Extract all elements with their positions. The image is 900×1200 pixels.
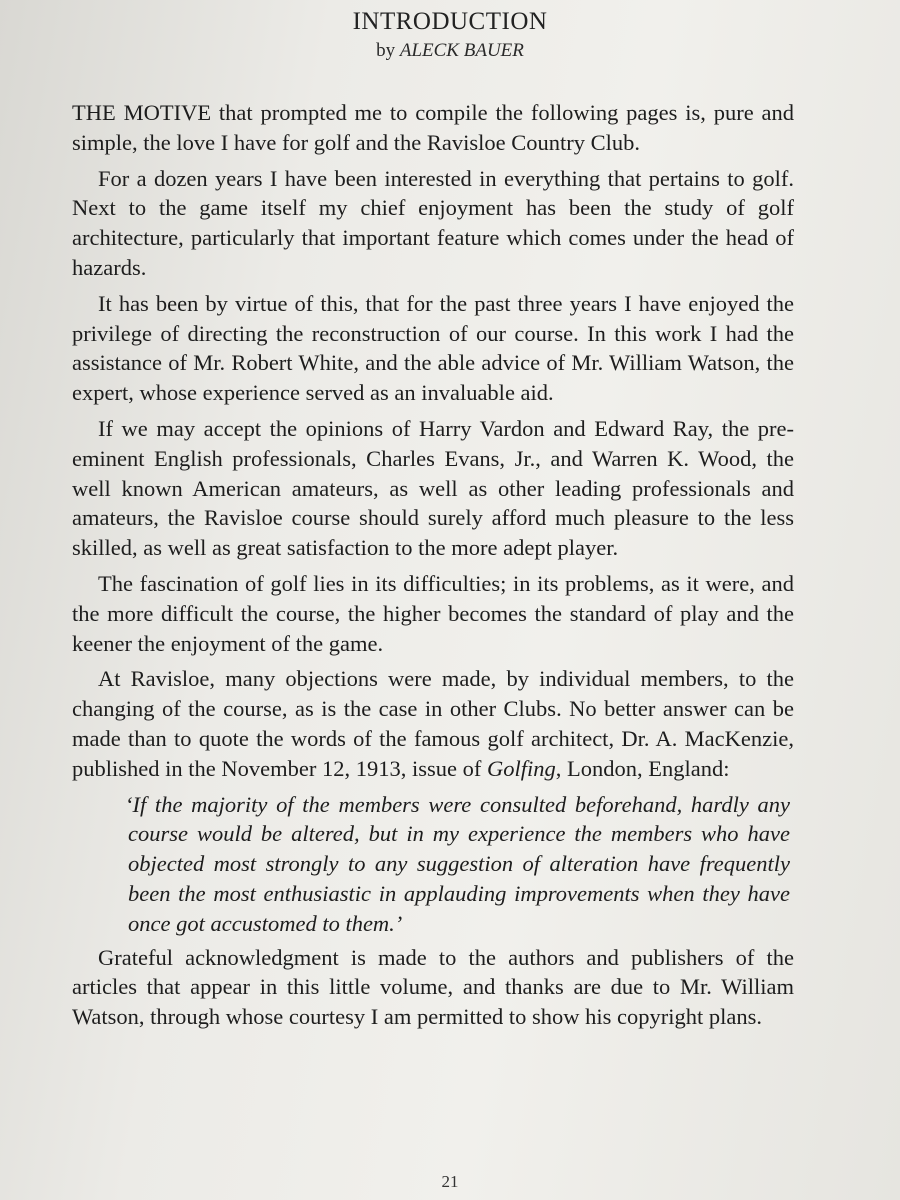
body-text — [72, 98, 794, 1038]
page-number: 21 — [441, 1172, 459, 1191]
chapter-title: INTRODUCTION — [352, 8, 548, 35]
block-quote: ‘If the majority of the members were consulted beforehand, hardly any course would be altered, but in my experience the members who have objected most strongly to any suggestion of alteration have frequently been the most enthusiastic in applauding improvements when they have once got accustomed to them.’ — [125, 791, 790, 936]
paragraph-1: THE MOTIVE that prompted me to compile the following pages is, pure and simple, the love I have for golf and the Ravisloe Country Club. — [72, 100, 794, 155]
paragraph-2: For a dozen years I have been interested in everything that pertains to golf. Next to the game itself my chief enjoyment has been the study of golf architecture, particularly that important feature which comes under the head of hazards. — [72, 165, 794, 280]
paragraph-7: Grateful acknowledgment is made to the authors and publishers of the articles that appear in this little volume, and thanks are due to Mr. William Watson, through whose courtesy I am permitted to show his copyright plans. — [72, 944, 794, 1030]
publication-title: Golfing — [486, 755, 556, 781]
paragraph-6-text-a: At Ravisloe, many objections were made, by individual members, to the changing of the course, as is the case in other Clubs. No better answer can be made than to quote the words of the famous golf architect, Dr. A. MacKenzie, published in the November 12, 1913, issue of — [72, 666, 794, 781]
paragraph-6 — [72, 664, 794, 783]
byline-author: ALECK BAUER — [399, 40, 524, 61]
paragraph-3: It has been by virtue of this, that for the past three years I have enjoyed the privilege of directing the reconstruction of our course. In this work I had the assistance of Mr. Robert White, and the able advice of Mr. William Watson, the expert, whose experience served as an invaluable aid. — [72, 290, 794, 406]
byline — [0, 40, 900, 62]
byline-prefix: by — [376, 40, 396, 61]
paragraph-6-text-b: , London, England: — [555, 755, 730, 781]
paragraph-4: If we may accept the opinions of Harry Vardon and Edward Ray, the pre-eminent English professionals, Charles Evans, Jr., and Warren K. Wood, the well known American amateurs, as well as other leading professionals and amateurs, the Ravisloe course should surely afford much pleasure to the less skilled, as well as great satisfaction to the more adept player. — [72, 415, 794, 561]
paragraph-5: The fascination of golf lies in its difficulties; in its problems, as it were, and the more difficult the course, the higher becomes the standard of play and the keener the enjoyment of the game. — [72, 570, 794, 656]
